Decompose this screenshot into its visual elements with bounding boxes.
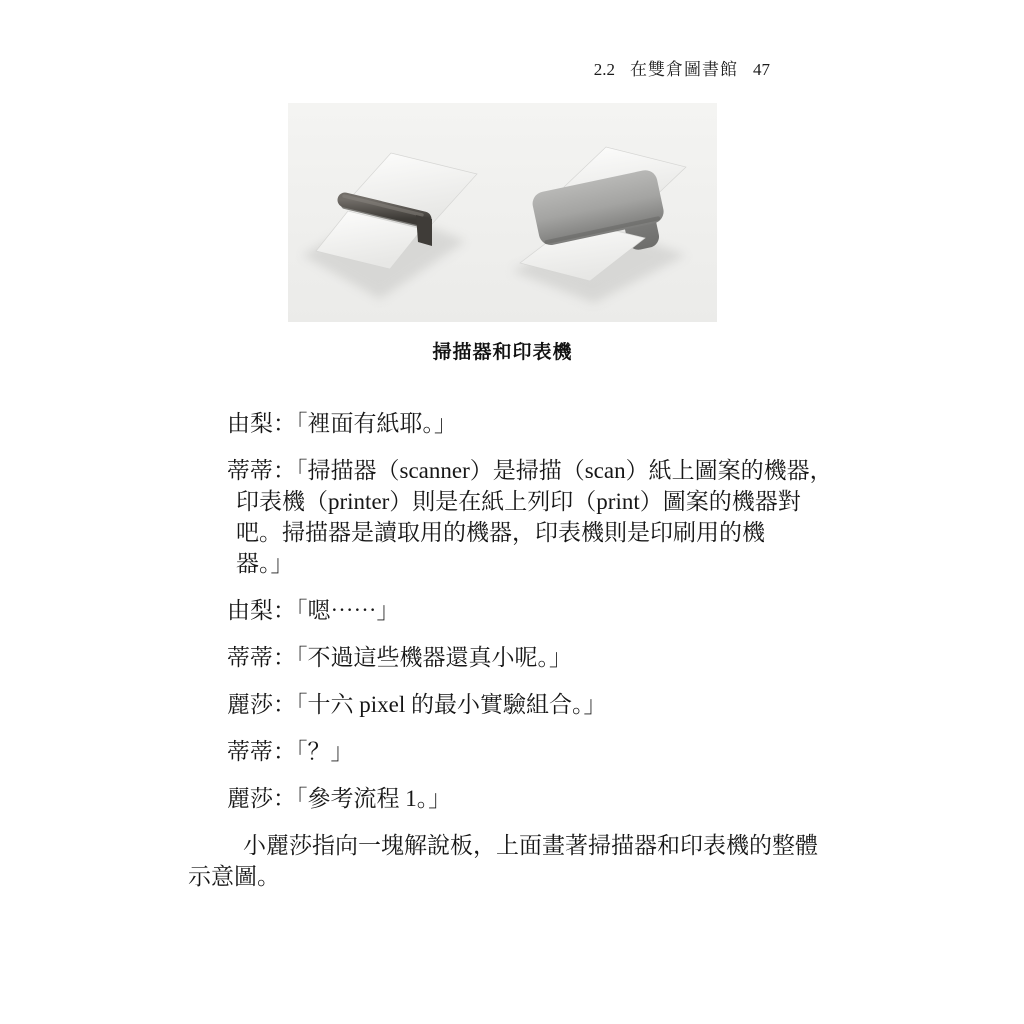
text-line: 器。」 [236, 551, 294, 576]
dialogue-paragraph [227, 455, 833, 579]
dialogue-paragraph [227, 642, 783, 673]
text-line: 由梨：「裡面有紙耶。」 [227, 411, 457, 436]
text-line: 蒂蒂：「掃描器（scanner）是掃描（scan）紙上圖案的機器， [227, 458, 833, 483]
text-line: 麗莎：「參考流程 1。」 [227, 786, 452, 811]
dialogue-paragraph [227, 408, 783, 439]
text-line: 印表機（printer）則是在紙上列印（print）圖案的機器對 [236, 489, 801, 514]
dialogue-paragraph [227, 783, 783, 814]
section-number: 2.2 [593, 60, 615, 79]
figure-scanner-printer [288, 103, 717, 364]
scanner-foot [416, 215, 432, 246]
text-line: 蒂蒂：「不過這些機器還真小呢。」 [227, 645, 572, 670]
page-header [188, 55, 770, 80]
text-line: 示意圖。 [188, 864, 280, 889]
body-text [188, 408, 833, 908]
figure-caption: 掃描器和印表機 [432, 342, 573, 363]
page-number: 47 [753, 60, 770, 79]
text-line: 由梨：「嗯⋯⋯」 [227, 598, 400, 623]
section-title: 在雙倉圖書館 [630, 60, 738, 79]
scanner-printer-photo [288, 103, 717, 322]
dialogue-paragraph [227, 736, 783, 767]
text-line: 吧。掃描器是讀取用的機器，印表機則是印刷用的機 [236, 520, 765, 545]
dialogue-paragraph [227, 595, 783, 626]
dialogue-paragraph [227, 689, 783, 720]
text-line: 蒂蒂：「？」 [227, 739, 354, 764]
text-line: 小麗莎指向一塊解說板，上面畫著掃描器和印表機的整體 [243, 833, 818, 858]
narrative-paragraph [188, 830, 818, 892]
text-line: 麗莎：「十六 pixel 的最小實驗組合。」 [227, 692, 607, 717]
